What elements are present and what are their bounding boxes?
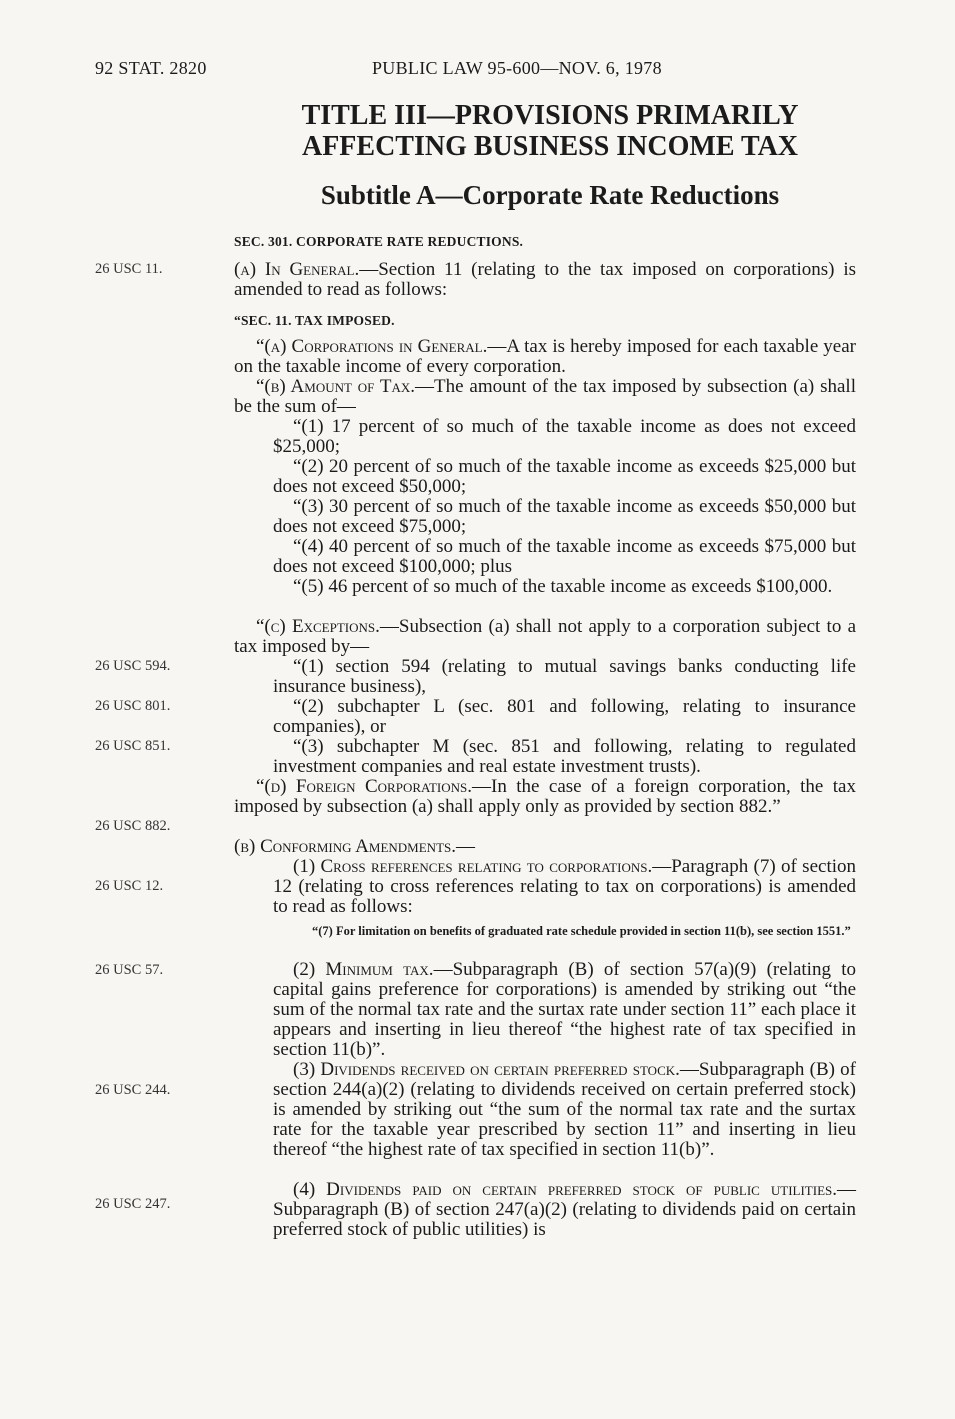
sec11-subsection-b <box>234 377 856 417</box>
subsection-a-label: (a) In General. <box>234 259 360 280</box>
amendment-1-text: —Paragraph (7) of section 12 (relating to cross references relating to tax on corporations) is amended to read as follows: <box>273 856 856 917</box>
subsection-a-general <box>234 260 856 300</box>
sec11-d-text: —In the case of a foreign corporation, the tax imposed by subsection (a) shall apply only as provided by section 882.” <box>234 776 856 817</box>
sec11-a-text: —A tax is hereby imposed for each taxable year on the taxable income of every corporation. <box>234 336 857 377</box>
stat-reference: 92 STAT. 2820 <box>95 58 207 78</box>
sec11-c-label: “(c) Exceptions. <box>256 616 380 637</box>
rate-paragraph-3: “(3) 30 percent of so much of the taxable income as exceeds $50,000 but does not exceed $75,000; <box>273 496 856 537</box>
subsection-b-conforming: (b) Conforming Amendments.— <box>234 836 475 857</box>
amendment-1-quote: “(7) For limitation on benefits of graduated rate schedule provided in section 11(b), see section 1551.” <box>312 924 851 938</box>
margin-note-usc882: 26 USC 882. <box>95 818 171 834</box>
margin-note-usc594: 26 USC 594. <box>95 658 171 674</box>
sec11-c-text: —Subsection (a) shall not apply to a corporation subject to a tax imposed by— <box>234 616 856 657</box>
rate-paragraph-5: “(5) 46 percent of so much of the taxable income as exceeds $100,000. <box>293 576 833 597</box>
exception-paragraph-1: “(1) section 594 (relating to mutual savings banks conducting life insurance business), <box>273 656 856 697</box>
amendment-2-label: (2) Minimum tax. <box>293 959 434 980</box>
rate-paragraph-1: “(1) 17 percent of so much of the taxable income as does not exceed $25,000; <box>273 416 856 457</box>
sec11-b-text: —The amount of the tax imposed by subsection (a) shall be the sum of— <box>234 376 856 417</box>
sec11-a-label: “(a) Corporations in General. <box>256 336 488 357</box>
exception-paragraph-3: “(3) subchapter M (sec. 851 and following, relating to regulated investment companies and real estate investment trusts). <box>273 736 856 777</box>
amendment-1-label: (1) Cross references relating to corporations. <box>293 856 653 877</box>
margin-note-usc12: 26 USC 12. <box>95 878 164 894</box>
margin-note-usc247: 26 USC 247. <box>95 1196 171 1212</box>
sec11-subsection-c <box>234 617 856 657</box>
margin-note-usc11: 26 USC 11. <box>95 261 163 277</box>
amendment-4-label: (4) Dividends paid on certain preferred stock of public utilities. <box>293 1179 837 1200</box>
section-301-heading: SEC. 301. CORPORATE RATE REDUCTIONS. <box>234 234 524 249</box>
sec11-heading: “SEC. 11. TAX IMPOSED. <box>234 313 395 328</box>
subtitle-heading: Subtitle A—Corporate Rate Reductions <box>320 180 780 210</box>
amendment-4-text: —Subparagraph (B) of section 247(a)(2) (relating to dividends paid on certain preferred stock of public utilities) is <box>273 1179 856 1240</box>
margin-note-usc244: 26 USC 244. <box>95 1082 171 1098</box>
margin-note-usc57: 26 USC 57. <box>95 962 164 978</box>
amendment-3-dividends-received <box>273 1060 856 1160</box>
law-reference: PUBLIC LAW 95-600—NOV. 6, 1978 <box>372 58 662 78</box>
amendment-2-text: —Subparagraph (B) of section 57(a)(9) (relating to capital gains preference for corporations) is amended by striking out “the sum of the normal tax rate and the surtax rate under section 11” each place it appears and inserting in lieu thereof “the highest rate of tax specified in section 11(b)”. <box>273 959 857 1060</box>
margin-note-usc801: 26 USC 801. <box>95 698 171 714</box>
sec11-subsection-a <box>234 337 856 377</box>
sec11-d-label: “(d) Foreign Corporations. <box>256 776 472 797</box>
amendment-4-dividends-paid <box>273 1180 856 1240</box>
amendment-3-text: —Subparagraph (B) of section 244(a)(2) (relating to dividends received on certain preferred stock) is amended by striking out “the sum of the normal tax rate and the surtax rate for the taxable year prescribed by section 11” and inserting in lieu thereof “the highest rate of tax specified in section 11(b)”. <box>273 1059 856 1160</box>
sec11-subsection-d <box>234 777 856 817</box>
title-line-1: TITLE III—PROVISIONS PRIMARILY <box>301 100 799 131</box>
amendment-2-minimum-tax <box>273 960 856 1060</box>
sec11-b-label: “(b) Amount of Tax. <box>256 376 416 397</box>
title-heading <box>240 100 860 162</box>
amendment-3-label: (3) Dividends received on certain preferred stock. <box>293 1059 680 1080</box>
amendment-1-cross-references <box>273 857 856 917</box>
margin-note-usc851: 26 USC 851. <box>95 738 171 754</box>
exception-paragraph-2: “(2) subchapter L (sec. 801 and following, relating to insurance companies), or <box>273 696 856 737</box>
rate-paragraph-4: “(4) 40 percent of so much of the taxable income as exceeds $75,000 but does not exceed $100,000; plus <box>273 536 856 577</box>
title-line-2: AFFECTING BUSINESS INCOME TAX <box>301 131 799 162</box>
subsection-a-text: —Section 11 (relating to the tax imposed on corporations) is amended to read as follows: <box>234 259 857 300</box>
rate-paragraph-2: “(2) 20 percent of so much of the taxable income as exceeds $25,000 but does not exceed $50,000; <box>273 456 856 497</box>
